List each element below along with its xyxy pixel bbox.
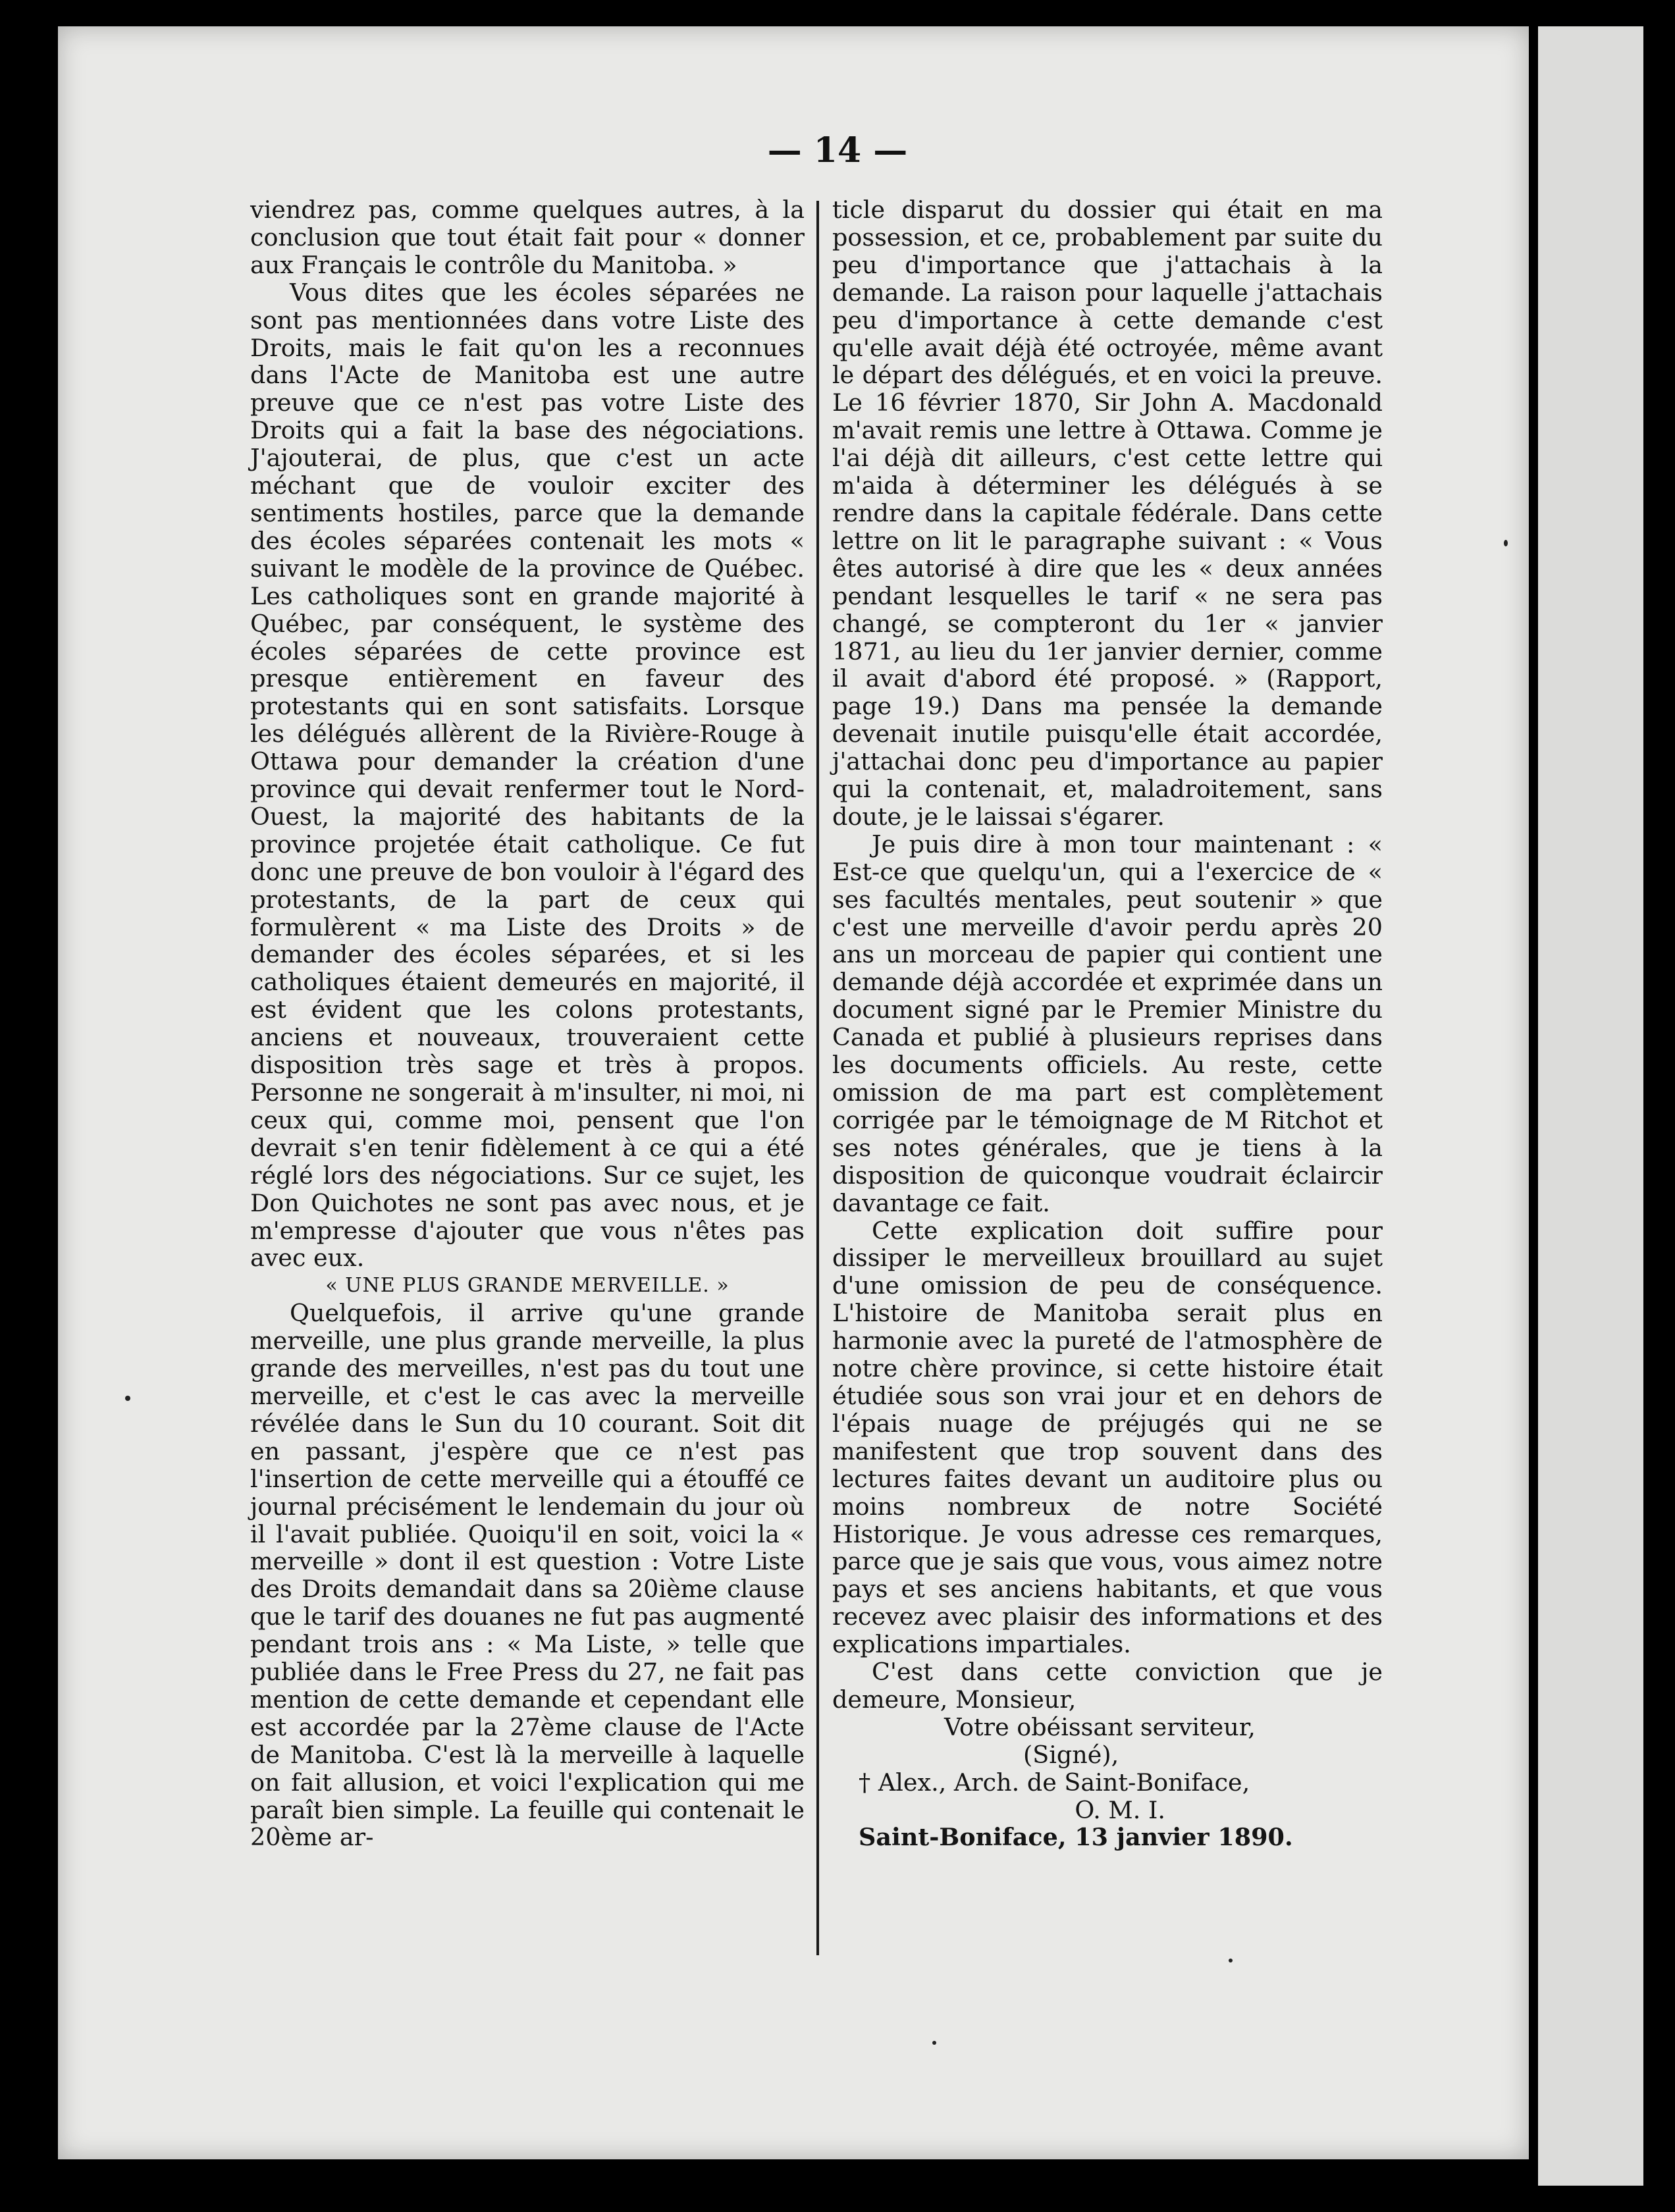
left-column <box>250 196 805 1851</box>
left-paragraph-3: Quelquefois, il arrive qu'une grande merveille, une plus grande merveille, la plus grande des merveilles, n'est pas du tout une merveille, et c'est le cas avec la merveille révélée dans le Sun du 10 courant. Soit dit en passant, j'espère que ce n'est pas l'insertion de cette merveille qui a étouffé ce journal précisément le lendemain du jour où il l'avait publiée. Quoiqu'il en soit, voici la « merveille » dont il est question : Votre Liste des Droits demandait dans sa 20ième clause que le tarif des douanes ne fut pas augmenté pendant trois ans : « Ma Liste, » telle que publiée dans le Free Press du 27, ne fait pas mention de cette demande et cependant elle est accordée par la 27ème clause de l'Acte de Manitoba. C'est là la merveille à laquelle on fait allusion, et voici l'explication qui me paraît bien simple. La feuille qui contenait le 20ème ar- <box>250 1299 805 1852</box>
left-paragraph-1: viendrez pas, comme quelques autres, à la conclusion que tout était fait pour « donner aux Français le contrôle du Manitoba. » <box>250 196 805 279</box>
right-paragraph-2: Je puis dire à mon tour maintenant : « Est-ce que quelqu'un, qui a l'exercice de « ses facultés mentales, peut soutenir » que c'est une merveille d'avoir perdu après 20 ans un morceau de papier qui contient une demande déjà accordée et exprimée dans un document signé par le Premier Ministre du Canada et publié à plusieurs reprises dans les documents officiels. Au reste, cette omission de ma part est complètement corrigée par le témoignage de M Ritchot et ses notes générales, que je tiens à la disposition de quiconque voudrait éclaircir davantage ce fait. <box>832 830 1383 1217</box>
column-divider <box>816 201 819 1955</box>
right-paragraph-1: ticle disparut du dossier qui était en ma possession, et ce, probablement par suite du peu d'importance que j'attachais à la demande. La raison pour laquelle j'attachais peu d'importance à cette demande c'est qu'elle avait déjà été octroyée, même avant le départ des délégués, et en voici la preuve. Le 16 février 1870, Sir John A. Macdonald m'avait remis une lettre à Ottawa. Comme je l'ai déjà dit ailleurs, c'est cette lettre qui m'aida à déterminer les délégués à se rendre dans la capitale fédérale. Dans cette lettre on lit le paragraphe suivant : « Vous êtes autorisé à dire que les « deux années pendant lesquelles le tarif « ne sera pas changé, se compteront du 1er « janvier 1871, au lieu du 1er janvier dernier, comme il avait d'abord été proposé. » (Rapport, page 19.) Dans ma pensée la demande devenait inutile puisqu'elle était accordée, j'attachai donc peu d'importance au papier qui la contenait, et, maladroitement, sans doute, je le laissai s'égarer. <box>832 196 1383 831</box>
signature-order: O. M. I. <box>1075 1795 1165 1824</box>
right-paragraph-4: C'est dans cette conviction que je demeure, Monsieur, <box>832 1658 1383 1714</box>
right-paragraph-3: Cette explication doit suffire pour dissiper le merveilleux brouillard au sujet d'une omission de peu de conséquence. L'histoire de Manitoba serait plus en harmonie avec la pureté de l'atmosphère de notre chère province, si cette histoire était étudiée sous son vrai jour et en dehors de l'épais nuage de préjugés qui ne se manifestent que trop souvent dans des lectures faites devant un auditoire plus ou moins nombreux de notre Société Historique. Je vous adresse ces remarques, parce que je sais que vous, vous aimez notre pays et ses anciens habitants, et que vous recevez avec plaisir des informations et des explications impartiales. <box>832 1216 1383 1659</box>
scan-speck <box>1504 540 1508 546</box>
next-page-edge <box>1538 26 1643 2186</box>
scan-speck <box>125 1396 130 1401</box>
dateline: Saint-Boniface, 13 janvier 1890. <box>859 1823 1293 1852</box>
signature: † Alex., Arch. de Saint-Boniface, <box>859 1768 1250 1797</box>
right-column <box>832 196 1383 1851</box>
scan-speck <box>1229 1959 1233 1962</box>
closing-salutation: Votre obéissant serviteur, <box>944 1712 1256 1741</box>
letter-closing <box>832 1714 1383 1852</box>
signed-note: (Signé), <box>1023 1740 1119 1769</box>
page-number: — 14 — <box>767 130 908 171</box>
left-paragraph-2: Vous dites que les écoles séparées ne sont pas mentionnées dans votre Liste des Droits, mais le fait qu'on les a reconnues dans l'Acte de Manitoba est une autre preuve que ce n'est pas votre Liste des Droits qui a fait la base des négociations. J'ajouterai, de plus, que c'est un acte méchant que de vouloir exciter des sentiments hostiles, parce que la demande des écoles séparées contenait les mots « suivant le modèle de la province de Québec. Les catholiques sont en grande majorité à Québec, par conséquent, le système des écoles séparées de cette province est presque entièrement en faveur des protestants qui en sont satisfaits. Lorsque les délégués allèrent de la Rivière-Rouge à Ottawa pour demander la création d'une province qui devait renfermer tout le Nord-Ouest, la majorité des habitants de la province projetée était catholique. Ce fut donc une preuve de bon vouloir à l'égard des protestants, de la part de ceux qui formulèrent « ma Liste des Droits » de demander des écoles séparées, et si les catholiques étaient demeurés en majorité, il est évident que les colons protestants, anciens et nouveaux, trouveraient cette disposition très sage et très à propos. Personne ne songerait à m'insulter, ni moi, ni ceux qui, comme moi, pensent que l'on devrait s'en tenir fidèlement à ce qui a été réglé lors des négociations. Sur ce sujet, les Don Quichotes ne sont pas avec nous, et je m'empresse d'ajouter que vous n'êtes pas avec eux. <box>250 278 805 1273</box>
section-heading: « UNE PLUS GRANDE MERVEILLE. » <box>325 1274 730 1298</box>
scan-speck <box>932 2041 936 2045</box>
